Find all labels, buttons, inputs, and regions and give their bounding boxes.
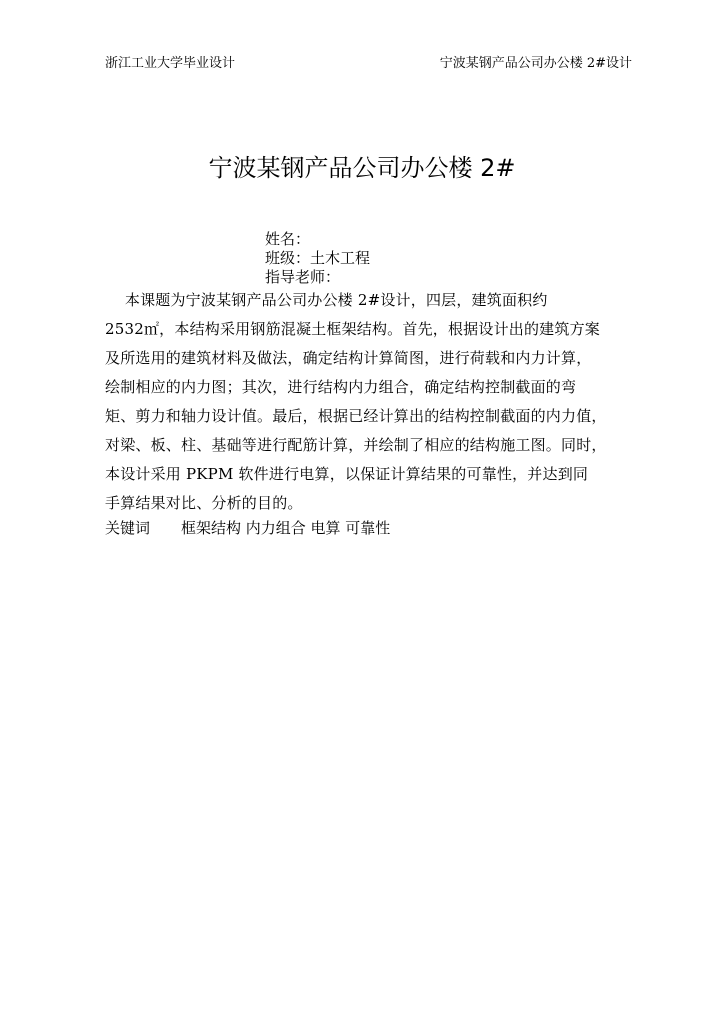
keywords-label: 关键词 <box>105 519 151 537</box>
keywords-values: 框架结构 内力组合 电算 可靠性 <box>181 519 391 537</box>
abstract-line: 矩、剪力和轴力设计值。最后，根据已经计算出的结构控制截面的内力值， <box>105 407 607 425</box>
abstract-line: 本课题为宁波某钢产品公司办公楼 2#设计，四层，建筑面积约 <box>105 291 548 309</box>
header-left-text: 浙江工业大学毕业设计 <box>105 56 236 71</box>
name-field: 姓名： <box>265 230 311 248</box>
page-header <box>105 52 632 72</box>
abstract-line: 本设计采用 PKPM 软件进行电算，以保证计算结果的可靠性，并达到同 <box>105 465 589 483</box>
document-title: 宁波某钢产品公司办公楼 2# <box>208 154 516 182</box>
abstract-line: 对梁、板、柱、基础等进行配筋计算，并绘制了相应的结构施工图。同时， <box>105 436 607 454</box>
advisor-field: 指导老师： <box>265 268 341 286</box>
abstract-body <box>105 286 645 518</box>
abstract-line: 及所选用的建筑材料及做法，确定结构计算简图，进行荷载和内力计算， <box>105 349 592 367</box>
abstract-line: 2532㎡，本结构采用钢筋混凝土框架结构。首先，根据设计出的建筑方案 <box>105 320 600 338</box>
keywords-line <box>105 517 390 538</box>
author-info <box>265 230 370 287</box>
header-right-text: 宁波某钢产品公司办公楼 2#设计 <box>439 56 632 71</box>
abstract-line: 绘制相应的内力图；其次，进行结构内力组合，确定结构控制截面的弯 <box>105 378 577 396</box>
class-field: 班级：土木工程 <box>265 249 371 267</box>
abstract-line: 手算结果对比、分析的目的。 <box>105 494 303 512</box>
